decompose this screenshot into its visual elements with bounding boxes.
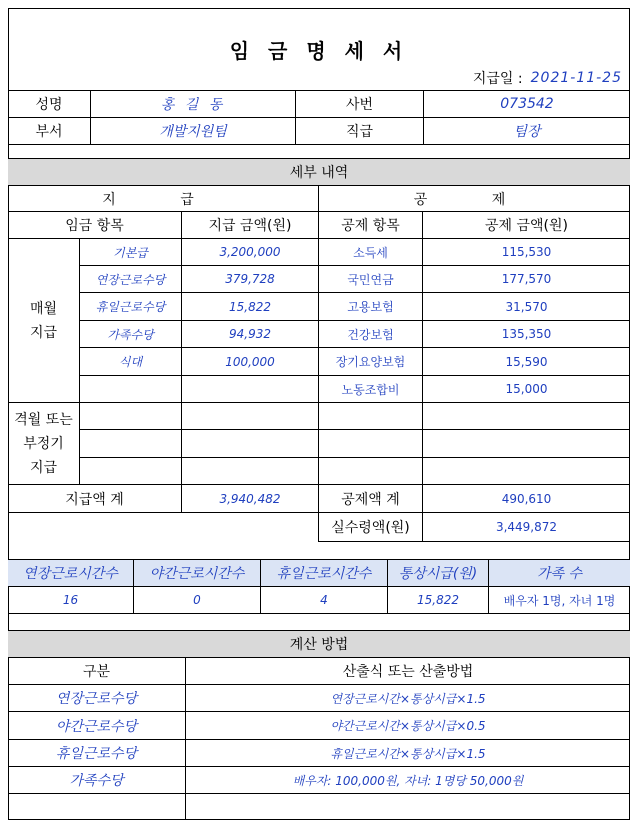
pay-item-amount: 379,728 [182,266,319,293]
calc-section-header: 계산 방법 [8,630,630,658]
payment-header: 지 급 [8,186,319,212]
dept-label: 부서 [8,118,91,145]
employee-id: 073542 [424,91,630,118]
ded-amount-header: 공제 금액(원) [423,212,630,239]
ded-item-amount: 15,590 [423,348,630,376]
pay-item-name: 기본급 [80,239,182,266]
calc-row-name: 가족수당 [8,767,186,794]
total-ded-value: 490,610 [423,485,630,513]
irregular-item-empty [80,403,182,430]
calc-row-name: 연장근로수당 [8,685,186,712]
irregular-amount-empty [182,430,319,458]
total-pay-value: 3,940,482 [182,485,319,513]
pay-item-name: 가족수당 [80,321,182,348]
pay-item-name: 식대 [80,348,182,376]
id-label: 사번 [296,91,424,118]
ded-item-name: 장기요양보험 [319,348,423,376]
rank-label: 직급 [296,118,424,145]
calc-table [8,658,630,820]
pay-item-name: 휴일근로수당 [80,293,182,321]
work-info-table [8,559,630,613]
night-hours-header: 야간근로시간수 [134,560,261,587]
pay-date-label: 지급일 : [472,71,523,87]
ded-item-amount: 135,350 [423,321,630,348]
calc-row-formula: 연장근로시간×통상시급×1.5 [186,685,630,712]
employee-name: 홍 길 동 [91,91,296,118]
ded-item-name: 소득세 [319,239,423,266]
monthly-label-line2: 지급 [29,324,58,341]
irregular-label-line1: 격월 또는 [14,411,73,428]
overtime-hours-value: 16 [8,587,134,614]
hourly-wage-header: 통상시급(원) [388,560,489,587]
irregular-amount-empty [182,458,319,485]
monthly-pay-label [8,239,80,403]
hourly-wage-value: 15,822 [388,587,489,614]
ded-item-name: 건강보험 [319,321,423,348]
family-count-value: 배우자 1명, 자녀 1명 [489,587,630,614]
pay-item-header: 임금 항목 [8,212,182,239]
employee-info [8,90,630,144]
monthly-label-line1: 매월 [29,300,58,317]
net-pay-label: 실수령액(원) [319,513,423,542]
ded-item-amount: 31,570 [423,293,630,321]
calc-col-formula: 산출식 또는 산출방법 [186,658,630,685]
pay-item-amount: 100,000 [182,348,319,376]
deduction-header: 공 제 [319,186,630,212]
holiday-hours-value: 4 [261,587,388,614]
irregular-item-empty [80,458,182,485]
calc-row-formula: 야간근로시간×통상시급×0.5 [186,712,630,740]
name-label: 성명 [8,91,91,118]
irregular-item-empty [80,430,182,458]
ded-item-empty [319,403,423,430]
ded-item-header: 공제 항목 [319,212,423,239]
page-title: 임 금 명 세 서 [229,38,409,63]
ded-item-name: 국민연금 [319,266,423,293]
calc-row-formula: 배우자: 100,000원, 자녀: 1명당 50,000원 [186,767,630,794]
ded-item-name: 노동조합비 [319,376,423,403]
pay-item-amount: 94,932 [182,321,319,348]
total-pay-label: 지급액 계 [8,485,182,513]
ded-amount-empty [423,403,630,430]
calc-row-name: 야간근로수당 [8,712,186,740]
calc-row-empty [8,794,186,820]
irregular-pay-label [8,403,80,485]
family-count-header: 가족 수 [489,560,630,587]
total-ded-label: 공제액 계 [319,485,423,513]
ded-item-amount: 115,530 [423,239,630,266]
ded-item-name: 고용보험 [319,293,423,321]
irregular-label-line2: 부정기 [23,435,64,452]
ded-item-amount: 177,570 [423,266,630,293]
pay-item-amount: 3,200,000 [182,239,319,266]
calc-row-formula: 휴일근로시간×통상시급×1.5 [186,740,630,767]
pay-date-value: 2021-11-25 [530,70,622,86]
pay-amount-header: 지급 금액(원) [182,212,319,239]
employee-rank: 팀장 [424,118,630,145]
calc-row-empty [186,794,630,820]
holiday-hours-header: 휴일근로시간수 [261,560,388,587]
overtime-hours-header: 연장근로시간수 [8,560,134,587]
irregular-amount-empty [182,403,319,430]
pay-item-amount: 15,822 [182,293,319,321]
ded-item-amount: 15,000 [423,376,630,403]
ded-amount-empty [423,458,630,485]
pay-amount-empty [182,376,319,403]
pay-date [8,66,622,90]
details-table [8,186,630,542]
ded-item-empty [319,458,423,485]
ded-item-empty [319,430,423,458]
ded-amount-empty [423,430,630,458]
net-pay-spacer [8,513,319,542]
net-pay-value: 3,449,872 [423,513,630,542]
pay-item-name: 연장근로수당 [80,266,182,293]
details-section-header: 세부 내역 [8,158,630,186]
night-hours-value: 0 [134,587,261,614]
employee-dept: 개발지원팀 [91,118,296,145]
pay-item-empty [80,376,182,403]
calc-col-category: 구분 [8,658,186,685]
calc-row-name: 휴일근로수당 [8,740,186,767]
irregular-label-line3: 지급 [29,459,58,476]
